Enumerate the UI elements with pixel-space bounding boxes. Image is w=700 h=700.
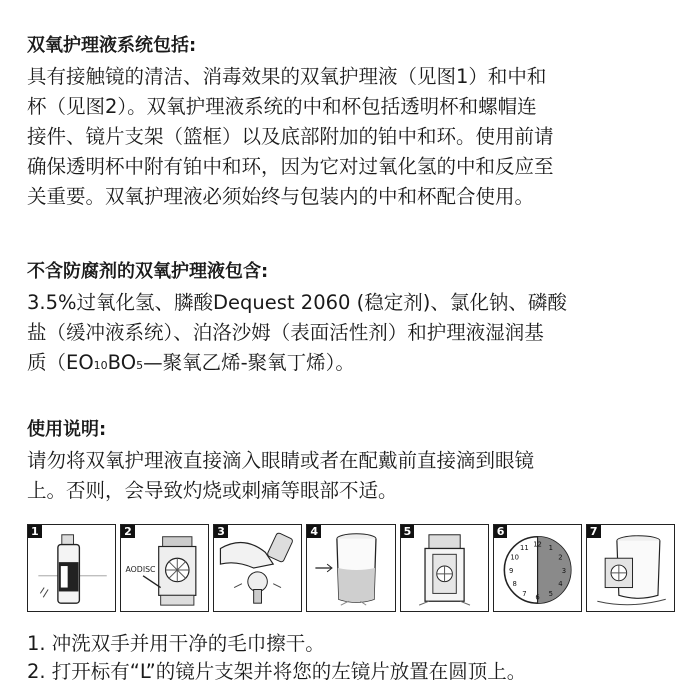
steps-list	[27, 630, 526, 686]
body-line: 接件、镜片支架（篮框）以及底部附加的铂中和环。使用前请	[27, 125, 554, 148]
clock-number: 9	[508, 566, 514, 575]
formula-subscript-2: 5	[136, 359, 144, 372]
section-body-system	[27, 62, 554, 212]
section-heading-system: 双氧护理液系统包括:	[27, 35, 197, 56]
panel-number: 5	[401, 525, 415, 538]
illustration-panel-4	[306, 524, 395, 612]
illustration-strip	[27, 524, 675, 612]
clock-number: 2	[557, 553, 563, 562]
formula-mid: BO	[107, 351, 137, 374]
body-line: 关重要。双氧护理液必须始终与包装内的中和杯配合使用。	[27, 185, 535, 208]
body-line-formula	[27, 348, 567, 381]
aodisc-label: AODISC	[125, 564, 156, 574]
clock-number: 4	[557, 580, 563, 589]
illustration-panel-6	[493, 524, 582, 612]
clock-number: 8	[512, 580, 517, 589]
clock-number: 11	[519, 544, 529, 553]
clock-number: 3	[561, 566, 566, 575]
illustration-panel-2	[120, 524, 209, 612]
clock-number: 5	[548, 589, 553, 598]
panel-number: 6	[494, 525, 508, 538]
panel-number: 7	[587, 525, 601, 538]
clock-number: 6	[535, 593, 540, 602]
illustration-panel-7	[586, 524, 675, 612]
body-line: 确保透明杯中附有铂中和环，因为它对过氧化氢的中和反应至	[27, 155, 554, 178]
panel-number: 3	[214, 525, 228, 538]
panel-number: 2	[121, 525, 135, 538]
section-heading-ingredients: 不含防腐剂的双氧护理液包含:	[27, 261, 269, 282]
section-heading-instructions: 使用说明:	[27, 419, 107, 440]
body-line: 杯（见图2）。双氧护理液系统的中和杯包括透明杯和螺帽连	[27, 95, 537, 118]
clock-number: 1	[548, 544, 553, 553]
clock-number: 7	[521, 589, 527, 598]
body-line: 上。否则，会导致灼烧或刺痛等眼部不适。	[27, 479, 398, 502]
clock-number: 10	[510, 553, 519, 562]
clock-number: 12	[532, 540, 542, 549]
illustration-panel-1	[27, 524, 116, 612]
step-item: 2. 打开标有“L”的镜片支架并将您的左镜片放置在圆顶上。	[27, 660, 527, 683]
formula-post: —聚氧乙烯-聚氧丁烯）。	[143, 351, 355, 374]
panel-number: 1	[28, 525, 42, 538]
body-line: 请勿将双氧护理液直接滴入眼睛或者在配戴前直接滴到眼镜	[27, 449, 535, 472]
illustration-panel-5	[400, 524, 489, 612]
body-line: 3.5%过氧化氢、膦酸Dequest 2060 (稳定剂)、氯化钠、磷酸	[27, 291, 567, 314]
step-item: 1. 冲洗双手并用干净的毛巾擦干。	[27, 632, 325, 655]
body-line: 盐（缓冲液系统）、泊洛沙姆（表面活性剂）和护理液湿润基	[27, 321, 544, 344]
panel-number: 4	[307, 525, 321, 538]
formula-subscript-1: 10	[93, 359, 108, 372]
section-body-instructions	[27, 446, 534, 506]
body-line: 具有接触镜的清洁、消毒效果的双氧护理液（见图1）和中和	[27, 65, 547, 88]
illustration-panel-3	[213, 524, 302, 612]
section-body-ingredients	[27, 288, 567, 381]
formula-pre: 质（EO	[27, 351, 94, 374]
